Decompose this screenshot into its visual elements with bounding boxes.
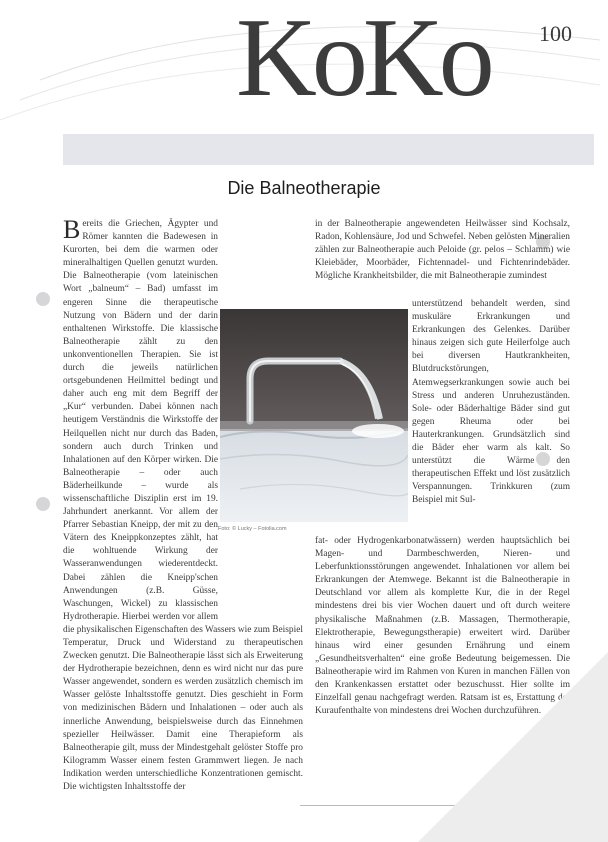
- photo-caption: Foto: © Lucky – Fotolia.com: [218, 526, 287, 532]
- masthead-banner: [63, 134, 594, 165]
- page-corner-decoration: [418, 652, 608, 842]
- magazine-title: KoKo: [236, 0, 490, 120]
- bath-photo: [220, 309, 408, 522]
- article-title: Die Balneotherapie: [227, 178, 381, 198]
- article-body-right-wrap: unterstützend behandelt werden, sind muskuläre Erkrankungen und Erkrankungen des Gelenkes. Darüber hinaus zeigen sich gute Heilerfolge auch bei diversen Hautkrankheiten, Blutdruckstörungen, Atemwegserkrankungen sowie auch bei Stress und anderen Unruhezuständen. Sole- oder Bäderhaltige Bäder sind gut gegen Rheuma oder bei Hauterkrankungen. Grundsätzlich sind die Bäder eher warm als kalt. So unterstützt die Wärme den therapeutischen Effekt und löst zusätzlich Verspannungen. Trinkkuren (zum Beispiel mit Sul-: [412, 299, 570, 506]
- article-body-left: ereits die Griechen, Ägypter und Römer kannten die Badewesen in Kurorten, bei dem die warmen oder mineralhaltigen Quellen genutzt wurden. Die Balneotherapie (vom lateinischen Wort „balneum“ – Bad) umfasst im engeren Sinne die therapeutische Nutzung von Bädern und der darin enthaltenen Wirkstoffe. Die klassische Balneotherapie zählt zu den unkonventionellen Therapien. Sie ist durch die jeweils natürlichen ortsgebundenen Heilmittel bedingt und daher auch eng mit dem Begriff der „Kur“ verbunden. Dabei können nach heutigem Verständnis die Wirkstoffe der Heilquellen nicht nur durch das Baden, sondern auch durch Trinken und Inhalationen auf den Körper wirken. Die Balneotherapie – oder auch Bäderheilkunde – wurde als wissenschaftliche Disziplin erst im 19. Jahrhundert anerkannt. Vor allem der Pfarrer Sebastian Kneipp, der mit zu den Vätern des Kneippkonzeptes zählt, hat die wohltuende Wirkung der Wasseranwendungen wiederentdeckt. Dabei zählen die Kneipp'schen Anwendungen (z.B. Güsse, Waschungen, Wickel) zu klassischen Hydrotherapie. Hierbei werden vor allem die physikalischen Eigenschaften des Wassers wie zum Beispiel Temperatur, Druck und Widerstand zu therapeutischen Zwecken genutzt. Die Balneotherapie lässt sich als Erweiterung der Hydrotherapie bezeichnen, denn es wird nicht nur das pure Wasser angewendet, sondern es werden zusätzlich chemisch im Wasser gelöste Inhaltsstoffe genutzt. Dies geschieht in Form von medizinischen Bädern und Inhalationen – oder auch als innerliche Anwendung, beispielsweise durch das Einnehmen spezieller Heilwässer. Damit eine Therapieform als Balneotherapie gilt, muss der Mindestgehalt gelöster Stoffe pro Kilogramm Wasser einem festen Grammwert liegen. Je nach Indikation werden unterschiedliche Konzentrationen gemischt. Die wichtigsten Inhaltsstoffe der: [63, 219, 303, 793]
- issue-number: 100: [539, 21, 572, 46]
- drop-cap: B: [63, 218, 81, 244]
- margin-bullet: [36, 292, 50, 306]
- article-column-right-wrap: [412, 298, 570, 526]
- margin-bullet: [36, 497, 50, 511]
- article-body-right-bottom: fat- oder Hydrogenkarbonatwässern) werden hauptsächlich bei Magen- und Darmbeschwerden, Nieren- und Leberfunktionsstörungen angewendet. Inhalationen vor allem bei Erkrankungen der Atemwege. Bekannt ist die Balneotherapie in Deutschland vor allem als komplette Kur, die in der Regel mindestens drei bis vier Wochen dauert und oft durch weitere physikalische Maßnahmen (z.B. Massagen, Thermotherapie, Elektrotherapie, Bewegungstherapie) erweitert wird. Darüber hinaus wird einer gesunden Ernährung und einem „Gesundheitsverhalten“ eine große Bedeutung beigemessen. Die Balneotherapie wird im Rahmen von Kuren in manchen Fällen von den Krankenkassen erstattet oder bezuschusst. Hier sollte im Einzelfall genau nachgefragt werden. Ratsam ist es, Erstattung der Kuraufenthalte von mindestens drei Wochen durchzuführen.: [315, 536, 570, 717]
- article-body-right-top: in der Balneotherapie angewendeten Heilwässer sind Kochsalz, Radon, Kohlensäure, Jod und Schwefel. Neben gelösten Mineralien zählen zur Balneotherapie auch Peloide (gr. pelos – Schlamm) wie Kleiebäder, Moorbäder, Fichtennadel- und Fichtenrindebäder. Mögliche Krankheitsbilder, die mit Balneotherapie zumindest: [315, 219, 570, 282]
